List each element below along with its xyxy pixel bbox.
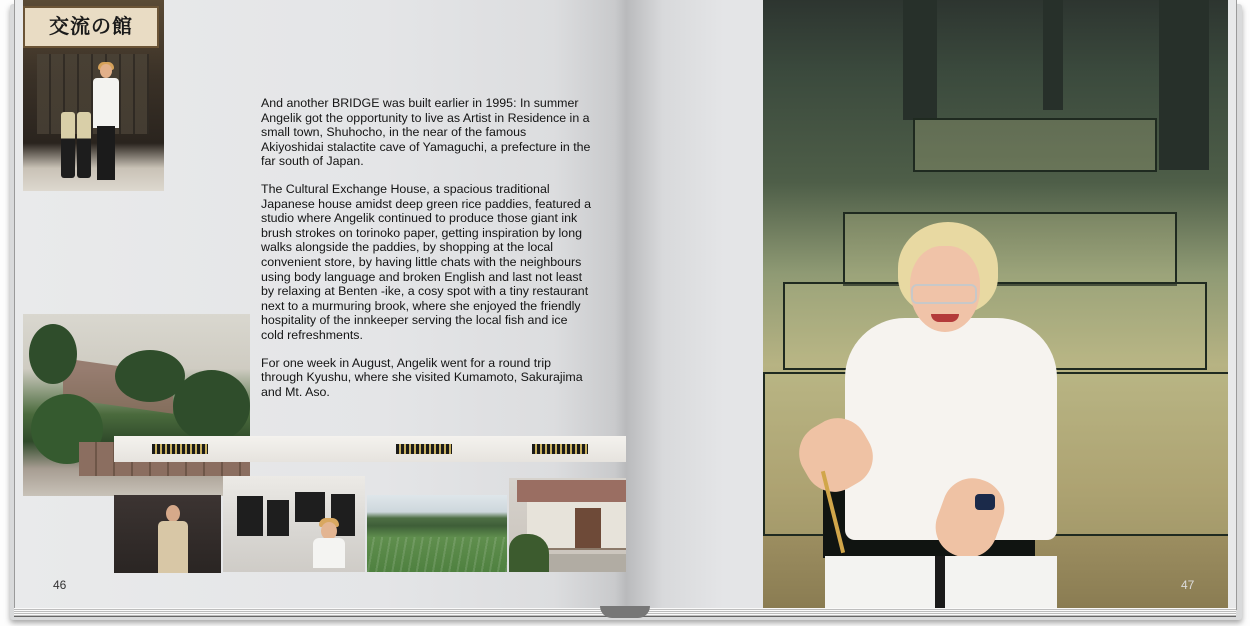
rice-paddies-photo — [367, 495, 507, 572]
wristwatch — [975, 494, 995, 510]
glasses — [911, 284, 977, 304]
entrance-photo — [23, 0, 164, 191]
page-text — [261, 96, 591, 412]
urn — [61, 112, 75, 178]
paragraph-3: For one week in August, Angelik went for a round trip through Kyushu, where she visited Kumamoto, Sakurajima and Mt. Aso. — [261, 355, 583, 399]
book-spine — [600, 606, 650, 618]
woman-figure — [91, 64, 121, 182]
left-page[interactable] — [14, 0, 627, 610]
pine-tree — [173, 370, 250, 442]
paragraph-2: The Cultural Exchange House, a spacious traditional Japanese house amidst deep green rice paddies, featured a studio where Angelik continued to produce those giant ink brush strokes on torinoko paper, getting inspiration by long walks alongside the paddies, by shopping at the local convenient store, by having little chats with the neighbours using body language and broken English and last not least by relaxing at Benten -ike, a cosy spot with a tiny restaurant next to a murmuring brook, where she enjoyed the friendly hospitality of the innkeeper serving the local fish and ice cold refreshments. — [261, 181, 591, 342]
page-number-left: 46 — [53, 578, 67, 592]
pine-tree — [29, 324, 77, 384]
studio-photo — [223, 476, 365, 572]
right-page[interactable] — [626, 0, 1237, 610]
garden-photo — [23, 314, 250, 496]
tatami-mat — [913, 118, 1157, 172]
wooden-sign: 交流の館 — [23, 6, 159, 48]
urn — [77, 112, 91, 178]
man-in-vest-photo — [114, 495, 221, 573]
calligraphy-photo — [763, 0, 1228, 608]
tatami-mat — [843, 212, 1177, 286]
film-strip — [114, 436, 626, 462]
japanese-house-photo — [509, 478, 626, 572]
paragraph-1: And another BRIDGE was built earlier in 1995: In summer Angelik got the opportunity to live as Artist in Residence in a small town, Shuhocho, in the near of the famous Akiyoshidai stalactite cave of Yamaguchi, a prefecture in the far south of Japan. — [261, 96, 591, 169]
page-number-right: 47 — [1181, 578, 1195, 592]
